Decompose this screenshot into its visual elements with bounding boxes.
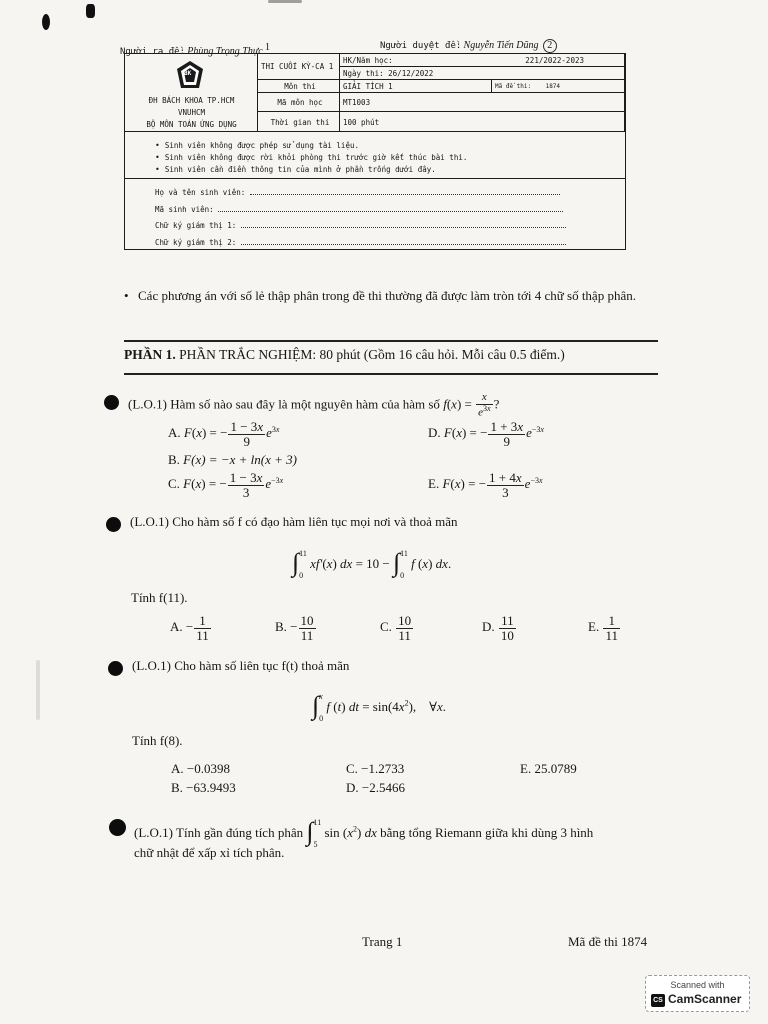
approver-mark: 2 [543,39,557,53]
exam-header-box [124,53,626,250]
answer-option-e[interactable]: E. F(x) = − $\frac{1 + 4x}{3}$ $e^{-3x}$ [428,470,543,500]
option-label: B. [171,780,183,795]
option-label: A. [170,619,183,635]
option-value: −2.5466 [361,780,405,795]
question-4-line2: chữ nhật để xấp xỉ tích phân. [134,845,285,860]
option-label: E. [588,619,600,635]
date-label: Ngày thi: [343,68,384,78]
exam-approver [380,39,557,53]
answer-option-d[interactable] [346,780,405,796]
rounding-instruction [124,287,664,305]
note-item: • Sinh viên không được phép sử dụng tài liệu. [155,140,625,152]
option-value: 25.0789 [534,761,577,776]
header-top-row [125,54,625,132]
student-info-fields [125,180,625,251]
question-3-equation: ∫ x 0 f (t) dt = $\sin(4x^2)$, ∀x. [312,691,447,723]
field-blank[interactable] [241,236,566,245]
course-code-label: Mã môn học [258,93,340,112]
question-marker-icon [108,661,123,676]
vnu-name: VNUHCM [177,108,206,117]
duration-label: Thời gian thi [258,112,340,132]
option-label: E. [428,476,440,492]
code-value: 1874 [545,82,561,90]
proctor2-signature-field[interactable] [155,235,625,252]
semester-cell [340,54,625,67]
question-marker-icon [109,819,126,836]
answer-option-a[interactable]: A. F(x) = − $\frac{1 - 3x}{9}$ $e^{3x}$ [168,419,280,449]
semester-value: 221/2022-2023 [525,55,584,65]
question-tag: (L.O.1) [130,514,169,529]
date-cell [340,67,625,80]
creator-name: Phùng Trọng Thực [187,46,263,57]
section-divider-bottom [124,373,658,375]
question-2-compute: Tính f(11). [131,590,188,605]
course-code-value: MT1003 [340,93,625,112]
creator-label: Người ra đề: [120,47,186,57]
answer-option-a[interactable] [171,761,230,777]
question-tag: (L.O.1) [128,396,167,412]
exam-info-grid [258,54,625,132]
option-value: −0.0398 [186,761,230,776]
university-name: ĐH BÁCH KHOA TP.HCM [148,96,235,105]
bullet-icon: • [124,288,129,303]
date-value: 26/12/2022 [388,68,434,78]
option-value: −63.9493 [186,780,236,795]
note-item: • Sinh viên cần điền thông tin của mình ở phần trống dưới đây. [155,164,625,176]
question-3-compute: Tính f(8). [132,733,183,748]
question-marker-icon [104,395,119,410]
answer-option-b[interactable] [171,780,236,796]
section-divider-top [124,340,658,342]
question-text: Tính gần đúng tích phân [176,824,304,840]
proctor1-signature-field[interactable] [155,218,625,235]
option-expression: F(x) = −x + ln(x + 3) [183,452,297,467]
question-2-equation: ∫ 11 0 xf′(x) dx = 10 − ∫ 11 0 f (x) dx. [292,548,452,580]
note-item: • Sinh viên không được rời khỏi phòng thi trước giờ kết thúc bài thi. [155,152,625,164]
question-text: Cho hàm số f có đạo hàm liên tục mọi nơi và thoả mãn [172,514,458,529]
semester-label: HK/Năm học: [343,55,393,65]
duration-value: 100 phút [340,112,625,132]
answer-option-c[interactable]: C. $\frac{10}{11}$ [380,613,412,643]
question-tag: (L.O.1) [132,658,171,673]
option-label: A. [171,761,184,776]
answer-option-e[interactable] [520,761,577,777]
scan-smudge [268,0,302,3]
option-value: −1.2733 [361,761,405,776]
university-cell [125,54,258,132]
answer-option-c[interactable] [346,761,404,777]
camscanner-logo-icon: CS [651,994,665,1007]
option-label: A. [168,425,181,441]
approver-label: Người duyệt đề: [380,41,462,51]
part-heading [124,347,565,363]
field-label: Mã sinh viên: [155,204,214,214]
field-label: Chữ ký giám thị 2: [155,237,237,247]
scan-smudge [36,660,40,720]
watermark-caption: Scanned with [670,980,725,990]
option-label: C. [168,476,180,492]
subject-label: Môn thi [258,80,340,93]
option-label: D. [482,619,495,635]
scan-speck [42,14,50,30]
question-tag: (L.O.1) [134,824,173,840]
option-label: E. [520,761,532,776]
subject-value: GIẢI TÍCH 1 [340,80,492,93]
question-marker-icon [106,517,121,532]
field-blank[interactable] [250,186,560,195]
answer-option-d[interactable]: D. $\frac{11}{10}$ [482,613,514,643]
scan-speck [86,4,95,18]
option-label: B. [168,452,180,467]
creator-mark: 1 [265,42,270,53]
answer-option-b[interactable]: B. − $\frac{10}{11}$ [275,613,314,643]
page-number: Trang 1 [362,934,403,949]
student-id-field[interactable] [155,202,625,219]
field-blank[interactable] [241,219,566,228]
part-subtitle: PHẦN TRẮC NGHIỆM: 80 phút (Gồm 16 câu hỏi. Mỗi câu 0.5 điểm.) [179,347,565,362]
option-label: D. [428,425,441,441]
department-name: BỘ MÔN TOÁN ỨNG DỤNG [146,120,237,129]
question-text: Hàm số nào sau đây là một nguyên hàm của hàm số [170,396,440,412]
question-2 [130,514,457,530]
answer-option-a[interactable]: A. − $\frac{1}{11}$ [170,613,209,643]
option-label: C. [346,761,358,776]
option-label: C. [380,619,392,635]
question-1: (L.O.1) Hàm số nào sau đây là một nguyên hàm của hàm số f(x) = $\frac{x}{e^{3x}}$ ? [128,391,500,419]
instruction-text: Các phương án với số lẻ thập phân trong đề thi thường đã được làm tròn tới 4 chữ số thập phân. [138,288,636,303]
field-blank[interactable] [218,203,563,212]
question-text: Cho hàm số liên tục f(t) thoả mãn [174,658,350,673]
part-title: PHẦN 1. [124,347,176,362]
answer-option-c[interactable]: C. F(x) = − $\frac{1 - 3x}{3}$ $e^{-3x}$ [168,470,284,500]
approver-name: Nguyễn Tiến Dũng [463,40,539,51]
logo-text: BK [184,70,192,77]
code-label: Mã đề thi: [495,82,532,90]
exam-label: THI CUỐI KỲ-CA 1 [258,54,340,80]
answer-option-e[interactable]: E. $\frac{1}{11}$ [588,613,618,643]
footer-exam-code: Mã đề thi 1874 [568,934,648,949]
question-4: (L.O.1) Tính gần đúng tích phân ∫ 11 5 $\sin (x^2)$ dx bằng tổng Riemann giữa khi dùng 3 hình [134,817,594,849]
watermark-brand: CamScanner [668,992,742,1006]
camscanner-watermark [645,975,750,1012]
field-label: Chữ ký giám thị 1: [155,221,237,230]
code-cell [492,80,625,93]
exam-notes [125,132,625,179]
student-name-field[interactable] [155,185,625,202]
question-3 [132,658,349,674]
field-label: Họ và tên sinh viên: [155,188,246,197]
question-text-continued: bằng tổng Riemann giữa khi dùng 3 hình [380,824,594,840]
answer-option-d[interactable]: D. F(x) = − $\frac{1 + 3x}{9}$ $e^{-3x}$ [428,419,544,449]
option-label: D. [346,780,359,795]
option-label: B. [275,619,287,635]
answer-option-b[interactable] [168,452,297,468]
